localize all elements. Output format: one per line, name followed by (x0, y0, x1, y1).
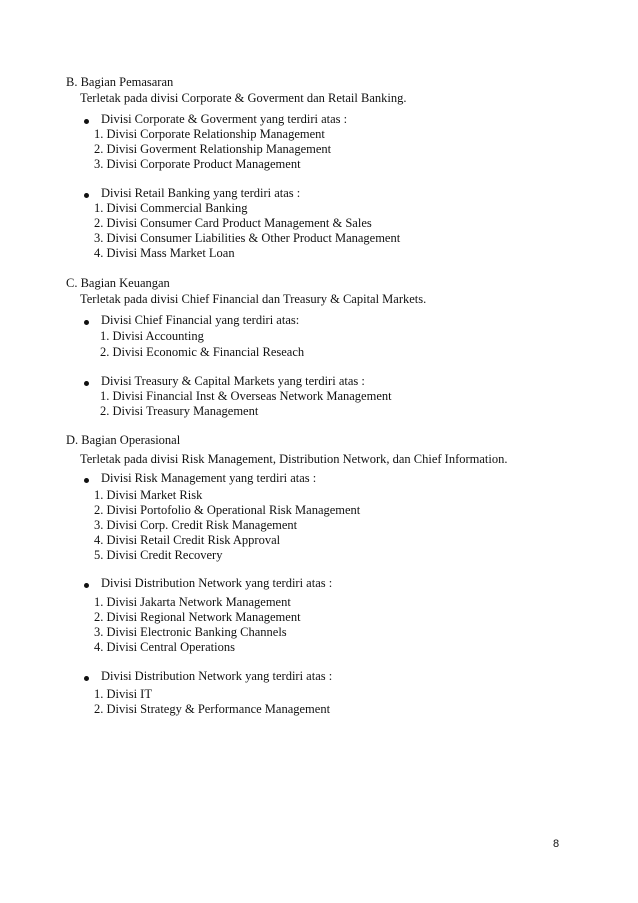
group-title: Divisi Chief Financial yang terdiri atas: (101, 313, 300, 327)
group-title: Divisi Retail Banking yang terdiri atas : (101, 186, 301, 200)
list-item: 4. Divisi Retail Credit Risk Approval (94, 533, 281, 547)
group-title: Divisi Treasury & Capital Markets yang terdiri atas : (101, 374, 365, 388)
section-heading: D. Bagian Operasional (66, 433, 181, 447)
list-item: 3. Divisi Corporate Product Management (94, 157, 301, 171)
section-heading: C. Bagian Keuangan (66, 276, 170, 290)
bullet-icon (84, 119, 89, 124)
list-item: 1. Divisi Jakarta Network Management (94, 595, 291, 609)
list-item: 1. Divisi IT (94, 687, 152, 701)
group-title: Divisi Corporate & Goverment yang terdiri atas : (101, 112, 348, 126)
list-item: 5. Divisi Credit Recovery (94, 548, 223, 562)
bullet-icon (84, 193, 89, 198)
list-item: 2. Divisi Economic & Financial Reseach (100, 345, 305, 359)
bullet-icon (84, 478, 89, 483)
group-title: Divisi Distribution Network yang terdiri atas : (101, 669, 333, 683)
list-item: 1. Divisi Accounting (100, 329, 204, 343)
section-heading: B. Bagian Pemasaran (66, 75, 174, 89)
bullet-icon (84, 676, 89, 681)
bullet-icon (84, 583, 89, 588)
list-item: 4. Divisi Central Operations (94, 640, 235, 654)
list-item: 2. Divisi Regional Network Management (94, 610, 301, 624)
section-location: Terletak pada divisi Risk Management, Distribution Network, dan Chief Information. (80, 452, 508, 466)
list-item: 3. Divisi Corp. Credit Risk Management (94, 518, 298, 532)
list-item: 2. Divisi Strategy & Performance Management (94, 702, 331, 716)
group-title: Divisi Distribution Network yang terdiri atas : (101, 576, 333, 590)
list-item: 2. Divisi Consumer Card Product Management & Sales (94, 216, 372, 230)
bullet-icon (84, 320, 89, 325)
list-item: 1. Divisi Commercial Banking (94, 201, 248, 215)
list-item: 1. Divisi Financial Inst & Overseas Network Management (100, 389, 392, 403)
list-item: 2. Divisi Portofolio & Operational Risk Management (94, 503, 361, 517)
list-item: 2. Divisi Goverment Relationship Management (94, 142, 332, 156)
group-title: Divisi Risk Management yang terdiri atas : (101, 471, 317, 485)
list-item: 3. Divisi Electronic Banking Channels (94, 625, 287, 639)
list-item: 1. Divisi Corporate Relationship Management (94, 127, 325, 141)
list-item: 2. Divisi Treasury Management (100, 404, 259, 418)
list-item: 3. Divisi Consumer Liabilities & Other Product Management (94, 231, 401, 245)
list-item: 1. Divisi Market Risk (94, 488, 203, 502)
list-item: 4. Divisi Mass Market Loan (94, 246, 235, 260)
section-location: Terletak pada divisi Corporate & Goverment dan Retail Banking. (80, 91, 407, 105)
section-location: Terletak pada divisi Chief Financial dan Treasury & Capital Markets. (80, 292, 427, 306)
page-number: 8 (553, 838, 560, 850)
bullet-icon (84, 381, 89, 386)
